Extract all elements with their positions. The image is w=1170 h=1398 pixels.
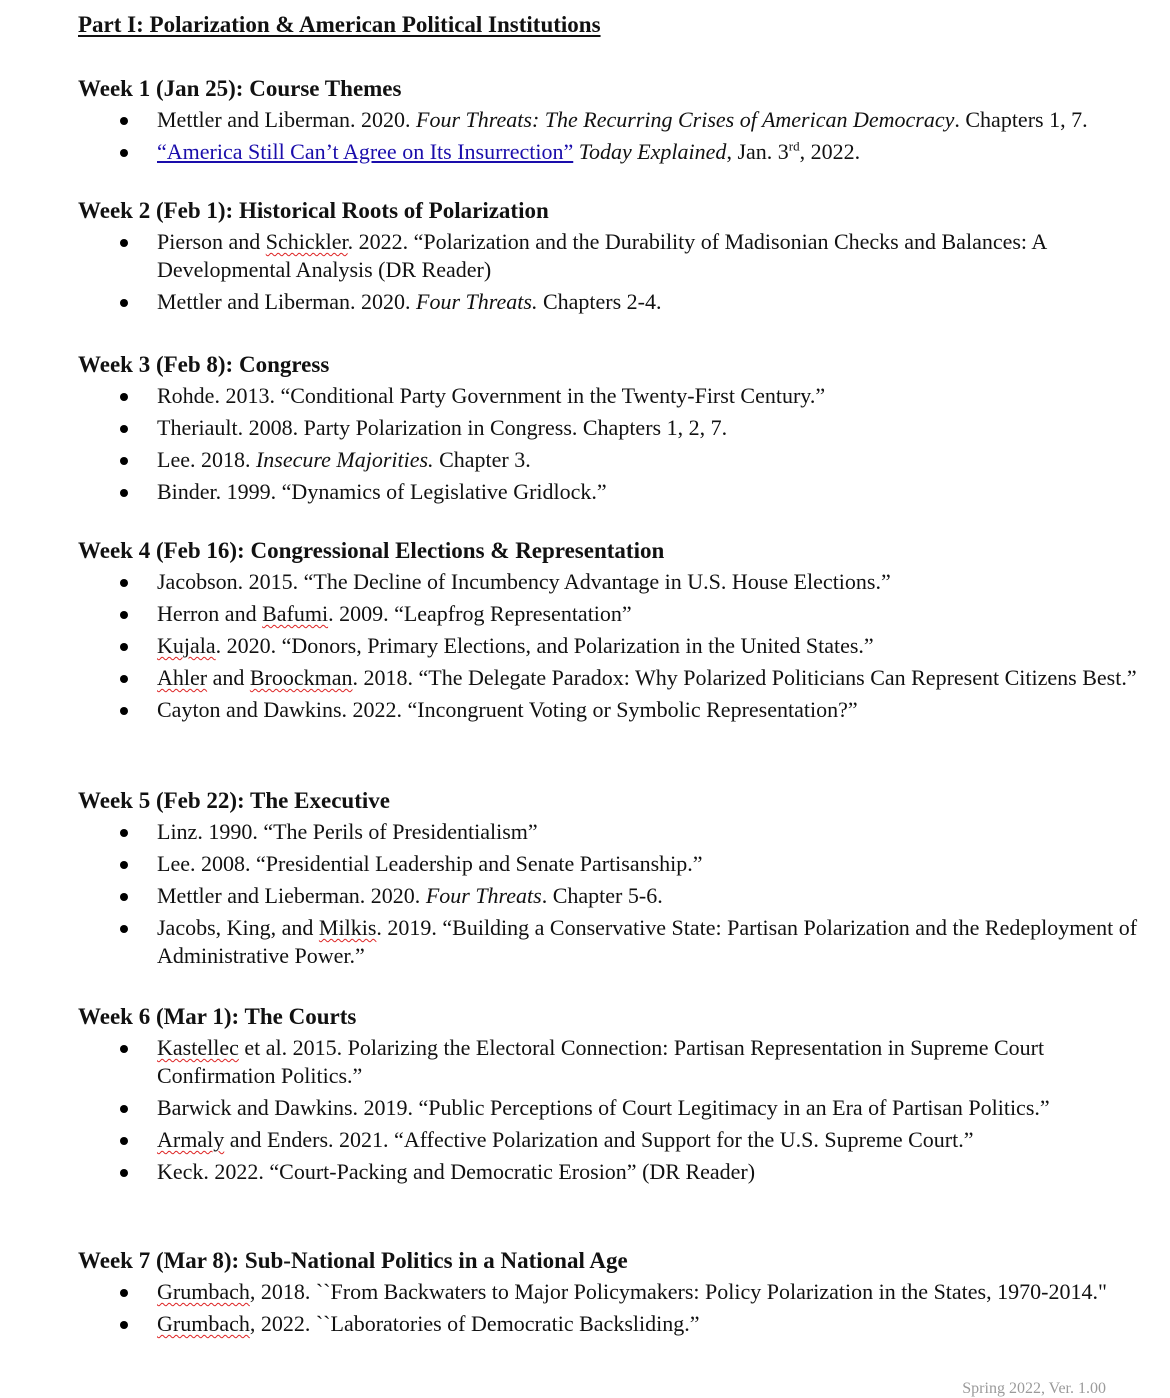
week-section xyxy=(78,1246,1148,1342)
reading-item xyxy=(78,138,1148,166)
author-name-misspelling-flag: Grumbach xyxy=(157,1279,250,1304)
week-section xyxy=(78,1002,1148,1190)
reading-text: Mettler and Liberman. 2020. xyxy=(157,107,417,132)
reading-link[interactable]: “America Still Can’t Agree on Its Insurrection” xyxy=(157,139,574,164)
reading-text: , 2022. xyxy=(799,139,861,164)
bullet-icon xyxy=(120,1137,128,1145)
week-section xyxy=(78,196,1148,320)
reading-item xyxy=(78,414,1148,442)
reading-item xyxy=(78,1158,1148,1186)
reading-text: Theriault. 2008. Party Polarization in Congress. Chapters 1, 2, 7. xyxy=(157,415,728,440)
reading-text: Chapters 2-4. xyxy=(537,289,662,314)
reading-text: Keck. 2022. “Court-Packing and Democratic Erosion” (DR Reader) xyxy=(157,1159,756,1184)
bullet-icon xyxy=(120,675,128,683)
reading-list xyxy=(78,818,1148,970)
bullet-icon xyxy=(120,893,128,901)
reading-item xyxy=(78,1034,1148,1090)
reading-text: . 2009. “Leapfrog Representation” xyxy=(328,601,632,626)
reading-item xyxy=(78,632,1148,660)
reading-text: , 2022. ``Laboratories of Democratic Backsliding.” xyxy=(249,1311,700,1336)
reading-item xyxy=(78,850,1148,878)
bullet-icon xyxy=(120,393,128,401)
reading-item xyxy=(78,106,1148,134)
reading-text: et al. 2015. Polarizing the Electoral Connection: Partisan Representation in Supreme Court Confirmation Politics.” xyxy=(157,1035,1045,1088)
reading-text: . Chapters 1, 7. xyxy=(954,107,1088,132)
reading-title-italic: Four Threats. xyxy=(416,289,538,314)
reading-item xyxy=(78,664,1148,692)
week-title: Week 7 (Mar 8): Sub-National Politics in a National Age xyxy=(78,1248,628,1273)
reading-text: Mettler and Lieberman. 2020. xyxy=(157,883,426,908)
reading-text: and Enders. 2021. “Affective Polarization and Support for the U.S. Supreme Court.” xyxy=(224,1127,974,1152)
reading-item xyxy=(78,696,1148,724)
reading-item xyxy=(78,1310,1148,1338)
reading-item xyxy=(78,882,1148,910)
week-title: Week 2 (Feb 1): Historical Roots of Polarization xyxy=(78,198,549,223)
week-section xyxy=(78,74,1148,170)
reading-item xyxy=(78,1126,1148,1154)
week-section xyxy=(78,786,1148,974)
reading-title-italic: Today Explained xyxy=(573,139,727,164)
reading-text: . 2018. “The Delegate Paradox: Why Polarized Politicians Can Represent Citizens Best.” xyxy=(352,665,1137,690)
reading-item xyxy=(78,478,1148,506)
bullet-icon xyxy=(120,457,128,465)
bullet-icon xyxy=(120,117,128,125)
reading-list xyxy=(78,568,1148,724)
week-title: Week 3 (Feb 8): Congress xyxy=(78,352,330,377)
reading-text: Rohde. 2013. “Conditional Party Government in the Twenty-First Century.” xyxy=(157,383,826,408)
author-name-misspelling-flag: Milkis xyxy=(318,915,377,940)
reading-text: Binder. 1999. “Dynamics of Legislative Gridlock.” xyxy=(157,479,607,504)
author-name-misspelling-flag: Ahler xyxy=(157,665,208,690)
bullet-icon xyxy=(120,1045,128,1053)
reading-item xyxy=(78,1094,1148,1122)
reading-text: Mettler and Liberman. 2020. xyxy=(157,289,417,314)
bullet-icon xyxy=(120,1289,128,1297)
part-title: Part I: Polarization & American Political Institutions xyxy=(78,12,601,37)
bullet-icon xyxy=(120,239,128,247)
author-name-misspelling-flag: Armaly xyxy=(157,1127,225,1152)
reading-item xyxy=(78,382,1148,410)
reading-list xyxy=(78,382,1148,506)
author-name-misspelling-flag: Bafumi xyxy=(262,601,329,626)
author-name-misspelling-flag: Grumbach xyxy=(157,1311,250,1336)
reading-text: . 2020. “Donors, Primary Elections, and Polarization in the United States.” xyxy=(215,633,874,658)
author-name-misspelling-flag: Kujala xyxy=(157,633,216,658)
week-section xyxy=(78,536,1148,728)
bullet-icon xyxy=(120,1105,128,1113)
bullet-icon xyxy=(120,579,128,587)
reading-text: Lee. 2018. xyxy=(157,447,256,472)
bullet-icon xyxy=(120,611,128,619)
reading-text: . 2019. “Building a Conservative State: Partisan Polarization and the Redeployment of Administrative Power.” xyxy=(157,915,1138,968)
bullet-icon xyxy=(120,489,128,497)
reading-text: Lee. 2008. “Presidential Leadership and Senate Partisanship.” xyxy=(157,851,703,876)
bullet-icon xyxy=(120,1321,128,1329)
reading-item xyxy=(78,914,1148,970)
week-title: Week 5 (Feb 22): The Executive xyxy=(78,788,390,813)
bullet-icon xyxy=(120,861,128,869)
reading-text: Chapter 3. xyxy=(433,447,531,472)
week-title: Week 1 (Jan 25): Course Themes xyxy=(78,76,402,101)
reading-item xyxy=(78,1278,1148,1306)
reading-item xyxy=(78,228,1148,284)
reading-text: , Jan. 3 xyxy=(726,139,789,164)
week-title: Week 6 (Mar 1): The Courts xyxy=(78,1004,357,1029)
bullet-icon xyxy=(120,707,128,715)
reading-title-italic: Four Threats xyxy=(425,883,542,908)
reading-item xyxy=(78,446,1148,474)
bullet-icon xyxy=(120,149,128,157)
reading-title-italic: Insecure Majorities. xyxy=(255,447,434,472)
bullet-icon xyxy=(120,829,128,837)
reading-list xyxy=(78,1034,1148,1186)
reading-list xyxy=(78,228,1148,316)
author-name-misspelling-flag: Schickler xyxy=(265,229,348,254)
reading-text: Jacobson. 2015. “The Decline of Incumbency Advantage in U.S. House Elections.” xyxy=(157,569,891,594)
author-name-misspelling-flag: Broockman xyxy=(249,665,353,690)
reading-item xyxy=(78,568,1148,596)
week-title: Week 4 (Feb 16): Congressional Elections & Representation xyxy=(78,538,665,563)
reading-text: . 2022. “Polarization and the Durability of Madisonian Checks and Balances: A Developmental Analysis (DR Reader) xyxy=(157,229,1046,282)
author-name-misspelling-flag: Kastellec xyxy=(157,1035,239,1060)
reading-item xyxy=(78,818,1148,846)
reading-text: Herron and xyxy=(157,601,263,626)
reading-text: Pierson and xyxy=(157,229,266,254)
bullet-icon xyxy=(120,425,128,433)
week-section xyxy=(78,350,1148,510)
reading-title-italic: Four Threats: The Recurring Crises of American Democracy xyxy=(416,107,955,132)
reading-text: Barwick and Dawkins. 2019. “Public Perceptions of Court Legitimacy in an Era of Partisan Politics.” xyxy=(157,1095,1050,1120)
reading-text: and xyxy=(207,665,250,690)
bullet-icon xyxy=(120,1169,128,1177)
reading-text: Cayton and Dawkins. 2022. “Incongruent Voting or Symbolic Representation?” xyxy=(157,697,858,722)
reading-list xyxy=(78,1278,1148,1338)
footer-version: Spring 2022, Ver. 1.00 xyxy=(962,1380,1106,1397)
reading-item xyxy=(78,600,1148,628)
reading-text: Jacobs, King, and xyxy=(157,915,319,940)
reading-item xyxy=(78,288,1148,316)
bullet-icon xyxy=(120,925,128,933)
reading-text: Linz. 1990. “The Perils of Presidentialism” xyxy=(157,819,538,844)
bullet-icon xyxy=(120,299,128,307)
reading-text: . Chapter 5-6. xyxy=(541,883,663,908)
bullet-icon xyxy=(120,643,128,651)
ordinal-suffix: rd xyxy=(788,138,800,154)
reading-list xyxy=(78,106,1148,166)
reading-text: , 2018. ``From Backwaters to Major Policymakers: Policy Polarization in the States, 1970-2014." xyxy=(249,1279,1107,1304)
